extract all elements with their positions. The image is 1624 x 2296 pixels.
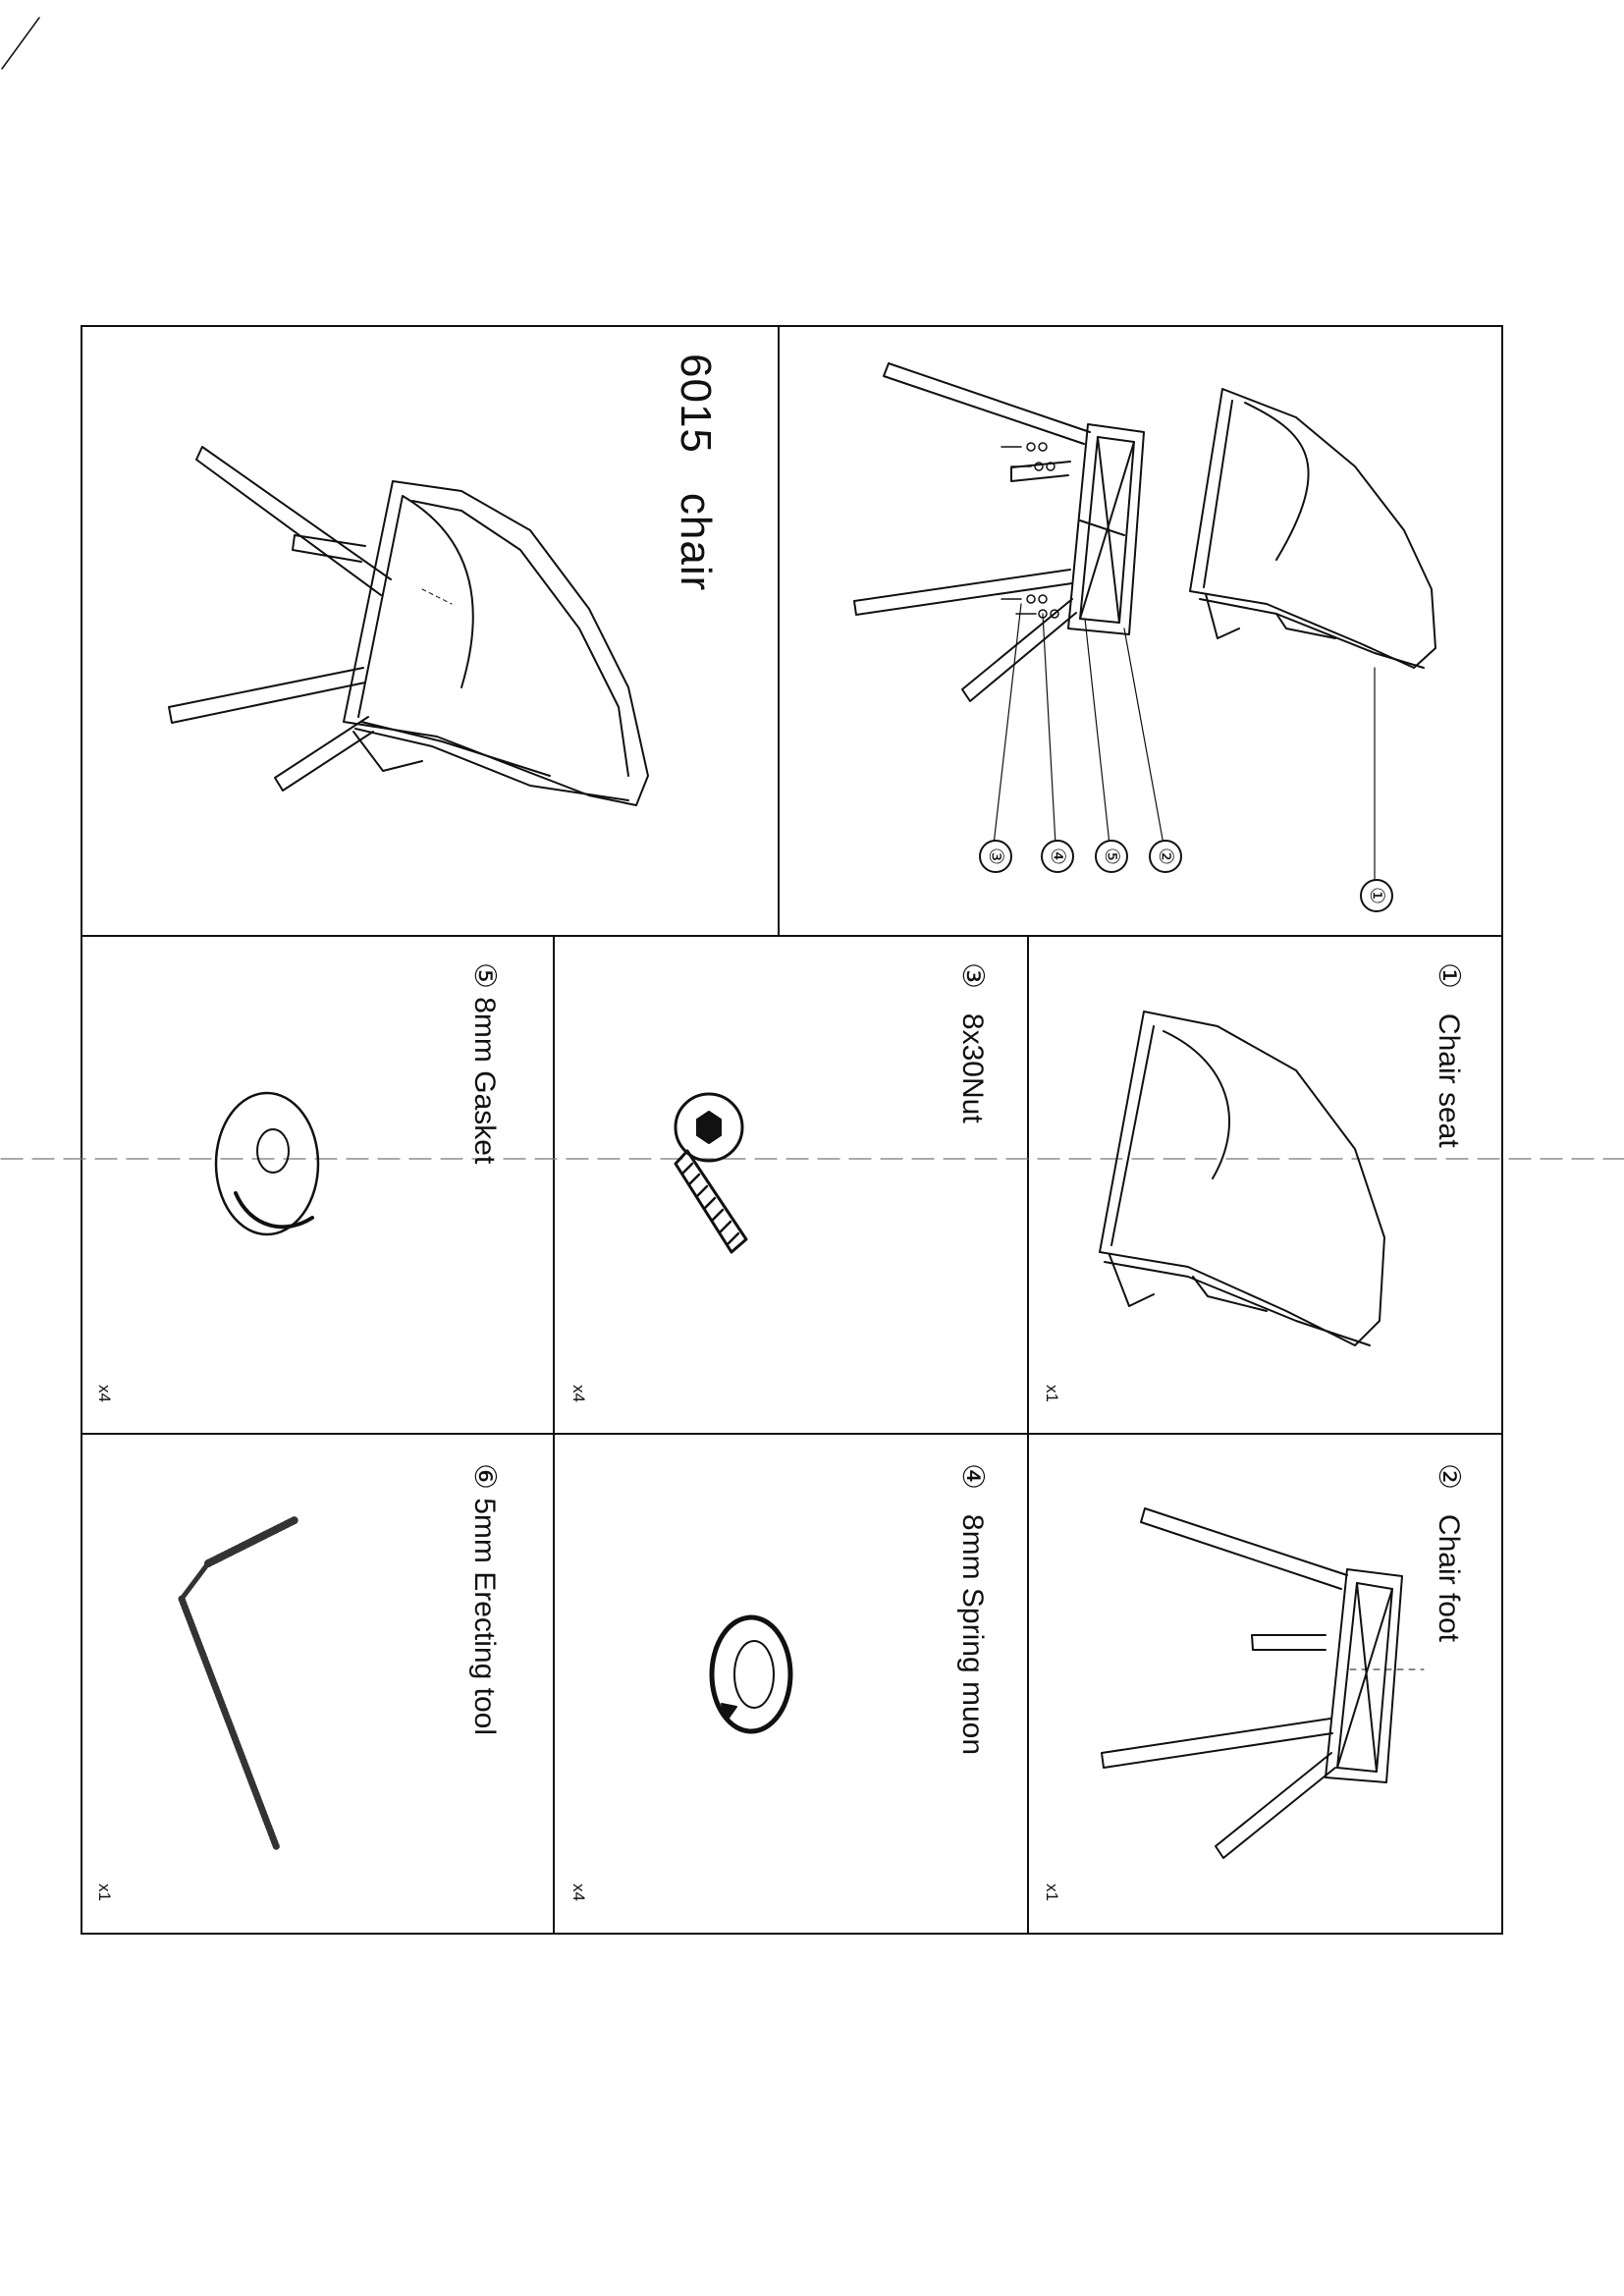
callout-3: ③ — [979, 840, 1012, 873]
part-qty-4: x4 — [569, 1884, 588, 1901]
exploded-leg-frame-drawing — [854, 363, 1144, 701]
scan-mark — [2, 18, 39, 69]
model-number: 6015 — [672, 354, 720, 454]
chair-seat-drawing — [1100, 1011, 1384, 1345]
spring-washer-drawing — [712, 1617, 790, 1731]
part-number-5: ⑤ — [468, 962, 501, 989]
model-title — [672, 354, 720, 592]
part-number-4: ④ — [956, 1463, 989, 1490]
part-name-1: Chair seat — [1433, 1012, 1465, 1148]
part-label-4 — [957, 1463, 987, 1755]
part-label-5 — [469, 962, 499, 1164]
hex-key-drawing — [182, 1520, 295, 1848]
part-name-2: Chair foot — [1433, 1513, 1465, 1642]
exploded-seat-drawing — [1190, 389, 1435, 668]
model-name: chair — [672, 492, 720, 592]
part-number-3: ③ — [956, 962, 989, 989]
part-name-6: 5mm Erecting tool — [468, 1498, 501, 1736]
assembled-chair-drawing — [169, 447, 648, 805]
part-number-6: ⑥ — [468, 1463, 501, 1490]
callout-2: ② — [1149, 840, 1182, 873]
part-qty-6: x1 — [95, 1884, 114, 1901]
part-name-4: 8mm Spring muon — [956, 1513, 989, 1756]
part-qty-5: x4 — [95, 1385, 114, 1402]
part-qty-1: x1 — [1043, 1385, 1061, 1402]
callout-5: ⑤ — [1095, 840, 1128, 873]
part-qty-2: x1 — [1043, 1884, 1061, 1901]
part-label-3 — [957, 962, 987, 1123]
part-name-5: 8mm Gasket — [468, 997, 501, 1165]
bolt-drawing — [676, 1094, 746, 1252]
callout-4: ④ — [1041, 840, 1074, 873]
flat-washer-drawing — [216, 1093, 318, 1234]
part-label-1 — [1434, 962, 1463, 1148]
part-label-2 — [1434, 1463, 1463, 1642]
part-label-6 — [469, 1463, 499, 1735]
part-qty-3: x4 — [569, 1385, 588, 1402]
part-number-1: ① — [1433, 962, 1465, 989]
callout-1: ① — [1360, 879, 1393, 912]
part-name-3: 8x30Nut — [956, 1012, 989, 1123]
chair-foot-drawing — [1102, 1508, 1424, 1858]
part-number-2: ② — [1433, 1463, 1465, 1490]
